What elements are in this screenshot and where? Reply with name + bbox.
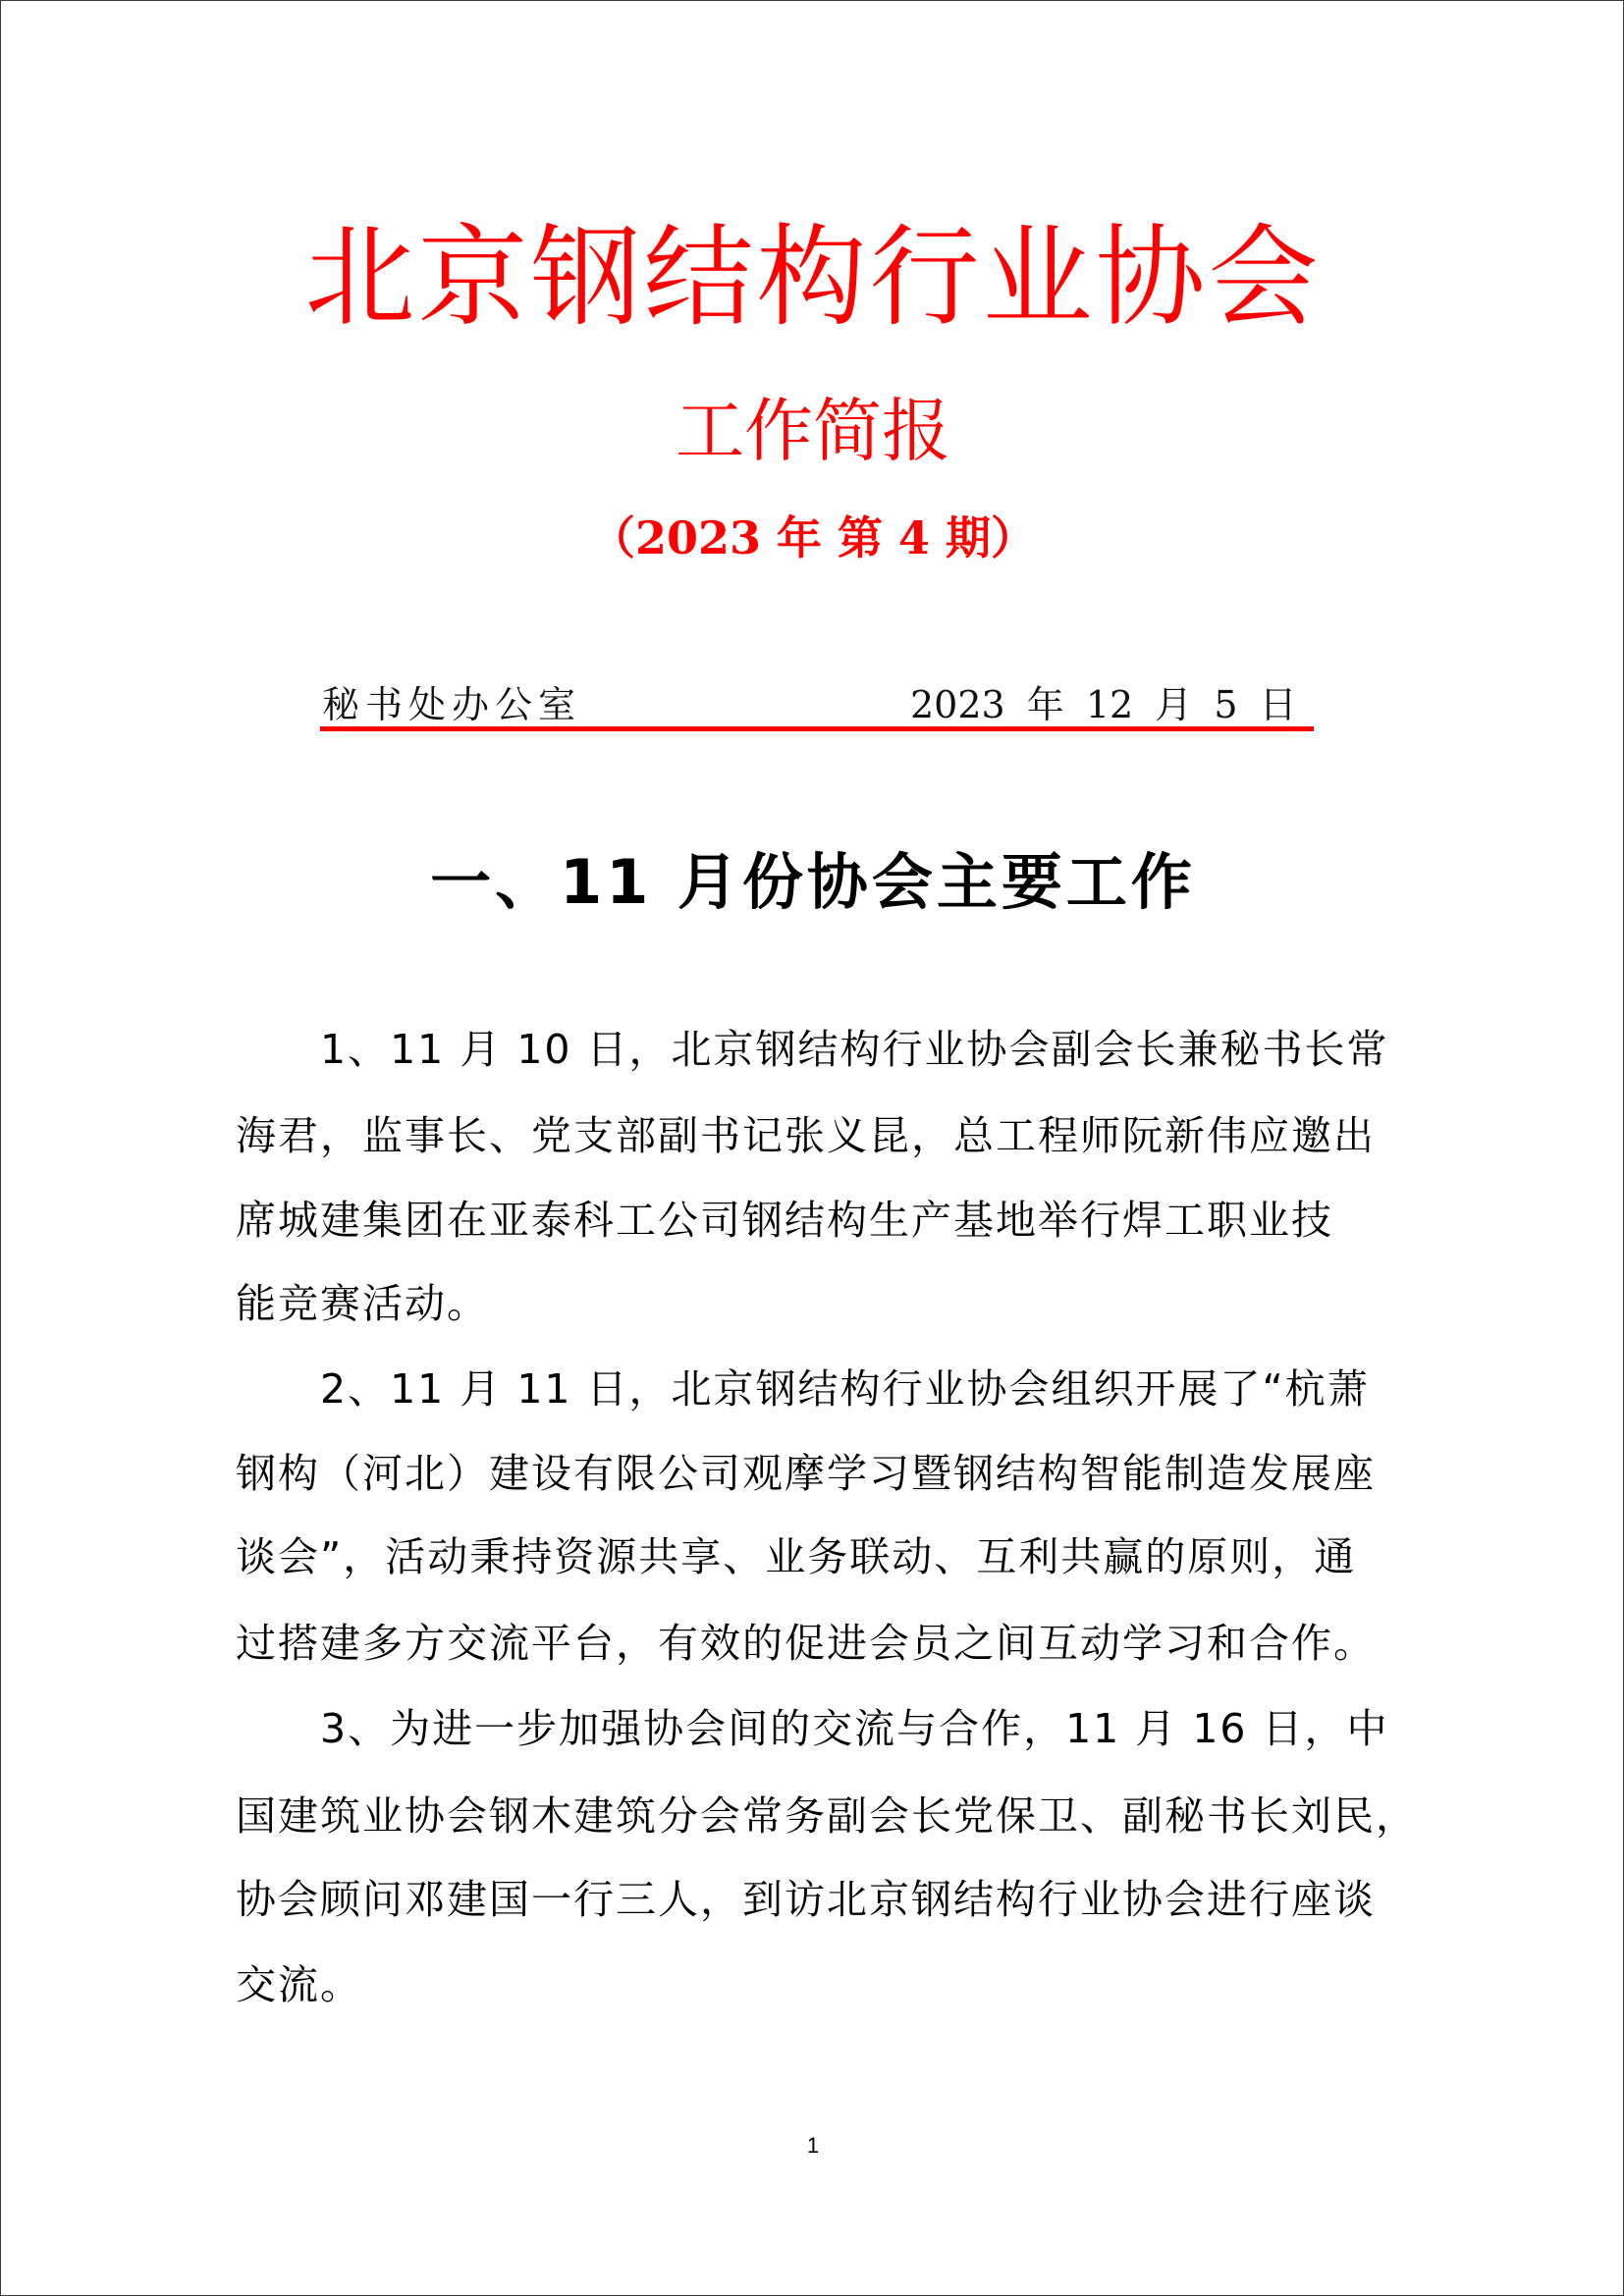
issue-number: （2023 年 第 4 期） [589,511,1037,564]
red-divider-line [320,726,1314,731]
page-number: 1 [806,2133,820,2158]
publication-title: 工作简报 [676,391,950,471]
section-heading: 一、11 月份协会主要工作 [430,846,1196,918]
paragraph-line: 协会顾问邓建国一行三人，到访北京钢结构行业协会进行座谈 [236,1876,1376,1923]
paragraph-line: 能竞赛活动。 [236,1280,489,1327]
paragraph-line: 席城建集团在亚泰科工公司钢结构生产基地举行焊工职业技 [236,1197,1333,1244]
paragraph-line: 交流。 [236,1961,362,2008]
organization-title: 北京钢结构行业协会 [304,214,1322,342]
paragraph-line: 1、11 月 10 日，北京钢结构行业协会副会长兼秘书长常 [320,1026,1389,1073]
paragraph-line: 国建筑业协会钢木建筑分会常务副会长党保卫、副秘书长刘民， [236,1792,1418,1840]
paragraph-line: 过搭建多方交流平台，有效的促进会员之间互动学习和合作。 [236,1620,1376,1667]
paragraph-line: 2、11 月 11 日，北京钢结构行业协会组织开展了“杭萧 [320,1365,1370,1413]
issue-date: 2023 年 12 月 5 日 [910,683,1297,726]
paragraph-line: 谈会”，活动秉持资源共享、业务联动、互利共赢的原则，通 [236,1533,1357,1580]
paragraph-line: 钢构（河北）建设有限公司观摩学习暨钢结构智能制造发展座 [236,1450,1376,1497]
paragraph-line: 海君，监事长、党支部副书记张义昆，总工程师阮新伟应邀出 [236,1112,1376,1159]
paragraph-line: 3、为进一步加强协会间的交流与合作，11 月 16 日，中 [320,1705,1389,1752]
issuer-office: 秘书处办公室 [322,683,582,726]
